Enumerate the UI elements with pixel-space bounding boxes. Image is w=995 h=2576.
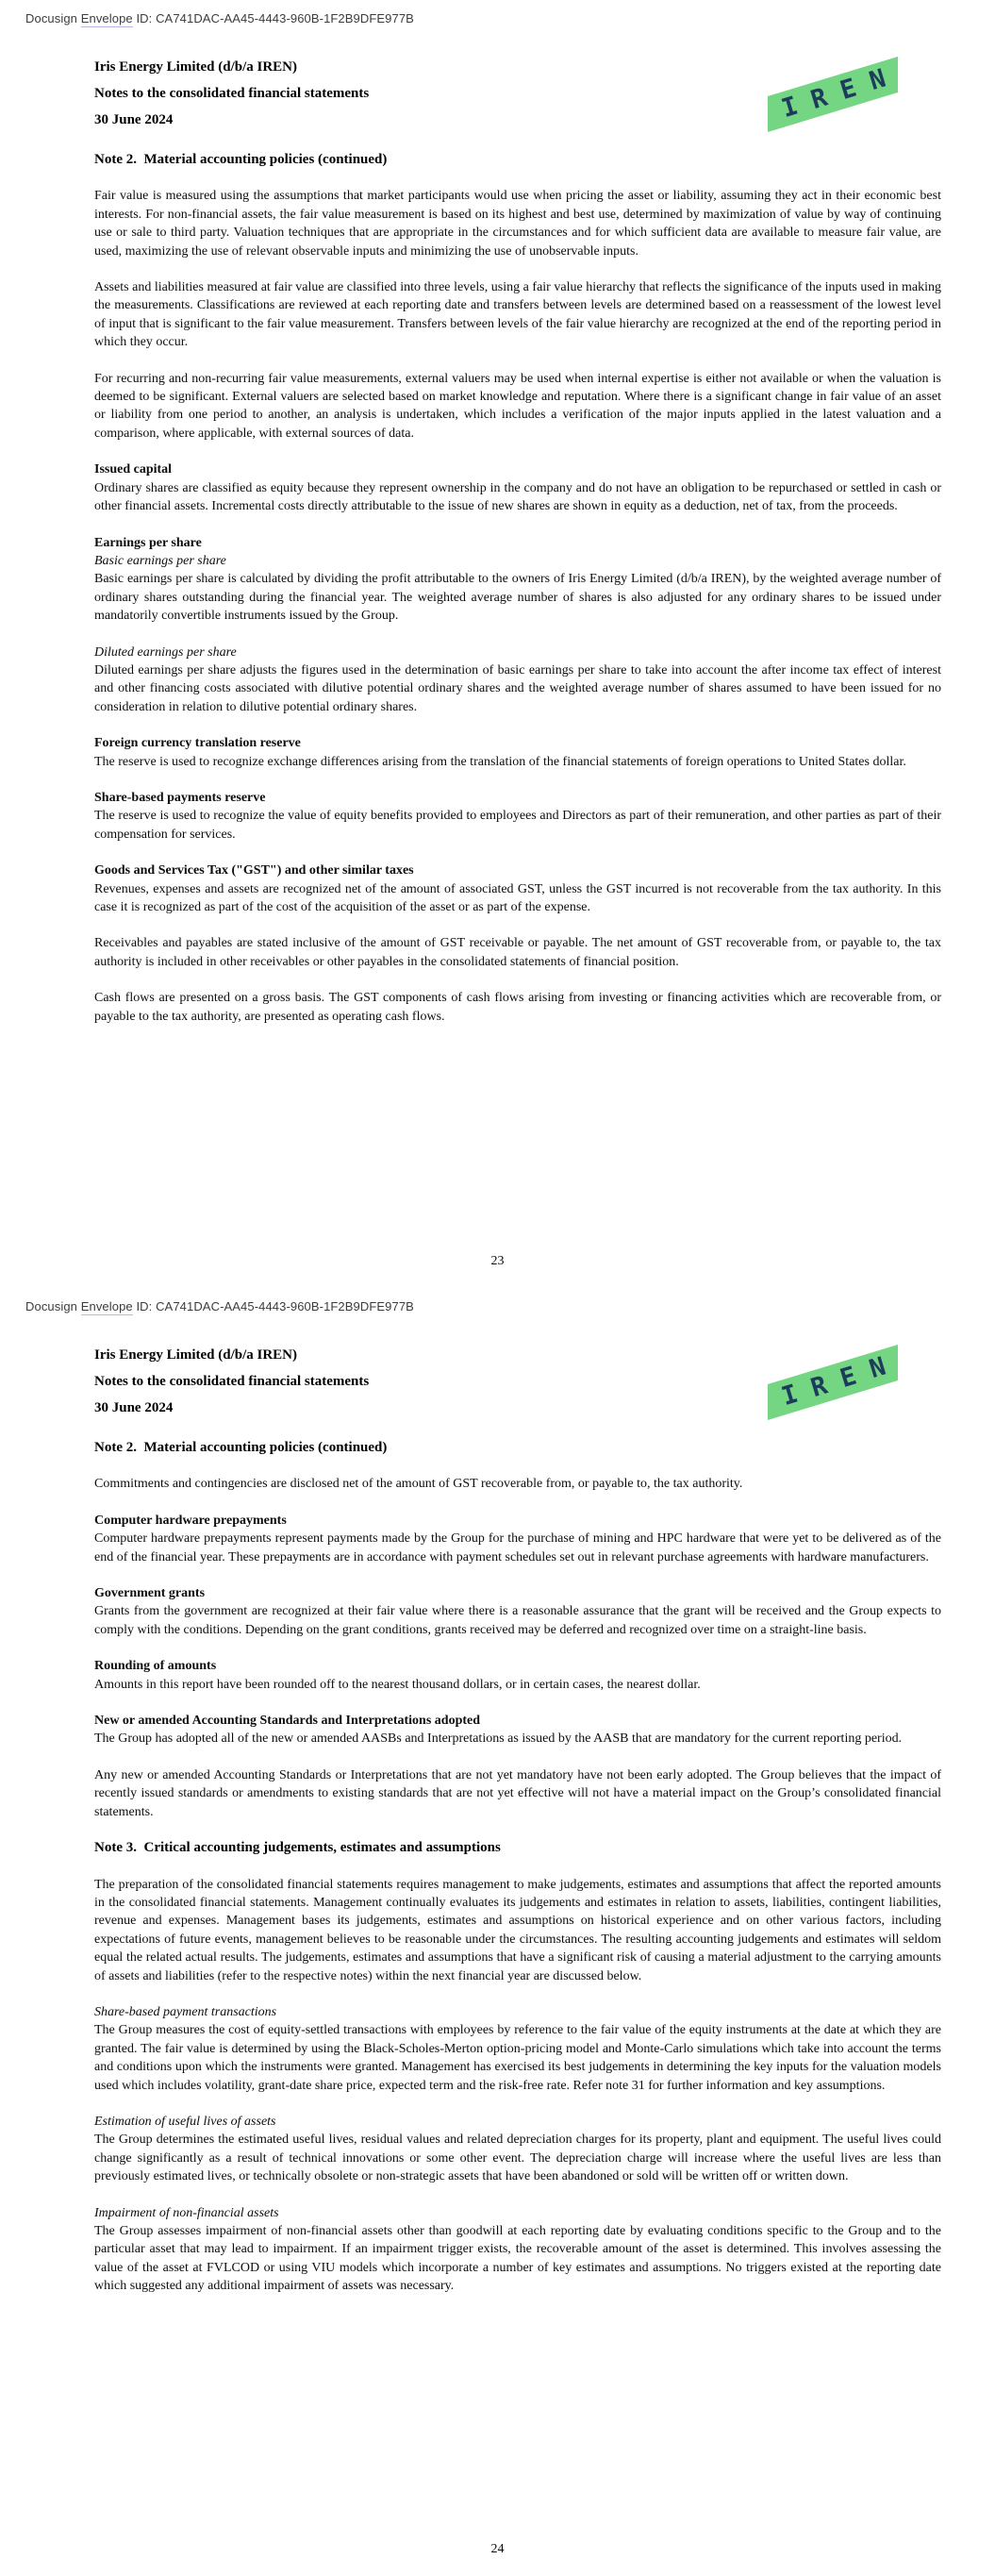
notes-title: Notes to the consolidated financial statements — [94, 86, 370, 101]
envelope-id-text: ID: CA741DAC-AA45-4443-960B-1F2B9DFE977B — [132, 1299, 414, 1313]
note-heading: Note 3. Critical accounting judgements, estimates and assumptions — [94, 1840, 501, 1856]
paragraph: The Group assesses impairment of non-financial assets other than goodwill at each reporting date by evaluating conditions specific to the Group and to the particular asset that may lead to impairment. If an impairment trigger exists, the recoverable amount of the asset is determined. This involves assessing the value of the asset at FVLCOD or using VIU models which incorporate a number of key estimates and assumptions. No triggers existed at the reporting date which suggested any additional impairment of assets was necessary. — [94, 2224, 941, 2294]
paragraph: The reserve is used to recognize exchange differences arising from the translation of the financial statements of foreign operations to United States dollar. — [94, 754, 906, 769]
docusign-envelope-line — [0, 0, 995, 25]
paragraph: Amounts in this report have been rounded off to the nearest thousand dollars, or in certain cases, the nearest dollar. — [94, 1677, 701, 1692]
paragraph: The preparation of the consolidated financial statements requires management to make judgements, estimates and assumptions that affect the reported amounts in the consolidated financial statements. Management continually evaluates its judgements and estimates in relation to assets, liabilities, contingent liabilities, revenue and expenses. Management bases its judgements, estimates and assumptions on historical experience and on other various factors, including expectations of future events, management believes to be reasonable under the circumstances. The resulting accounting judgements and estimates will seldom equal the related actual results. The judgements, estimates and assumptions that have a significant risk of causing a material adjustment to the carrying amounts of assets and liabilities (refer to the respective notes) within the next financial year are discussed below. — [94, 1877, 941, 1983]
section-heading: Computer hardware prepayments — [94, 1513, 287, 1528]
page-number: 23 — [490, 1254, 505, 1268]
paragraph: The reserve is used to recognize the value of equity benefits provided to employees and Directors as part of their remuneration, and other parties as part of their compensation for services. — [94, 809, 941, 842]
section-heading: New or amended Accounting Standards and Interpretations adopted — [94, 1714, 481, 1729]
paragraph: Revenues, expenses and assets are recognized net of the amount of associated GST, unless the GST incurred is not recoverable from the tax authority. In this case it is recognized as part of the cost of the acquisition of the asset or as part of the expense. — [94, 881, 941, 914]
report-date: 30 June 2024 — [94, 112, 174, 127]
paragraph: Ordinary shares are classified as equity because they represent ownership in the company and do not have an obligation to be repurchased or settled in cash or other financial assets. Incremental costs directly attributable to the issue of new shares are shown in equity as a deduction, net of tax, from the proceeds. — [94, 480, 941, 514]
paragraph: Receivables and payables are stated inclusive of the amount of GST receivable or payable. The net amount of GST recoverable from, or payable to, the tax authority is included in other receivables or other payables in the consolidated statements of financial position. — [94, 936, 941, 969]
docusign-envelope-line — [0, 1288, 995, 1313]
envelope-prefix: Docusign — [25, 11, 81, 25]
paragraph: The Group has adopted all of the new or amended AASBs and Interpretations as issued by the AASB that are mandatory for the current reporting period. — [94, 1731, 903, 1747]
paragraph: Any new or amended Accounting Standards or Interpretations that are not yet mandatory have not been early adopted. The Group believes that the impact of recently issued standards or amendments to existing standards that are not yet effective will not have a material impact on the Group’s consolidated financial statements. — [94, 1767, 941, 1819]
iren-logo-letter-r: R — [807, 82, 831, 116]
iren-logo-letter-n: N — [866, 63, 889, 97]
section-heading: Goods and Services Tax ("GST") and other similar taxes — [94, 863, 414, 878]
envelope-underlined-word: Envelope — [80, 11, 133, 25]
note-heading: Note 2. Material accounting policies (continued) — [94, 1440, 388, 1455]
paragraph: Diluted earnings per share adjusts the figures used in the determination of basic earnings per share to take into account the after income tax effect of interest and other financing costs associated with dilutive potential ordinary shares and the weighted average number of shares assumed to have been issued for no consideration in relation to dilutive potential ordinary shares. — [94, 662, 941, 714]
paragraph: Assets and liabilities measured at fair value are classified into three levels, using a fair value hierarchy that reflects the significance of the inputs used in making the measurements. Classifications are reviewed at each reporting date and transfers between levels are determined based on a reassessment of the lowest level of input that is significant to the fair value measurement. Transfers between levels of the fair value hierarchy are recognized at the end of the reporting period in which they occur. — [94, 280, 941, 350]
paragraph: The Group measures the cost of equity-settled transactions with employees by reference to the fair value of the equity instruments at the date at which they are granted. The fair value is determined by using the Black-Scholes-Merton option-pricing model and Monte-Carlo simulations which take into account the terms and conditions upon which the instruments were granted. Management has exercised its best judgements in determining the key inputs for the valuation models used which includes volatility, grant-date share price, expected term and the risk-free rate. Refer note 31 for further information and key assumptions. — [94, 2023, 941, 2093]
notes-title: Notes to the consolidated financial statements — [94, 1374, 370, 1389]
paragraph: Basic earnings per share is calculated by dividing the profit attributable to the owners of Iris Energy Limited (d/b/a IREN), by the weighted average number of ordinary shares outstanding during the financial year. The weighted average number of shares is also adjusted for any ordinary shares to be issued under mandatorily convertible instruments issued by the Group. — [94, 572, 941, 624]
paragraph: Cash flows are presented on a gross basis. The GST components of cash flows arising from investing or financing activities which are recoverable from, or payable to the tax authority, are presented as operating cash flows. — [94, 991, 941, 1024]
iren-logo — [760, 1330, 902, 1420]
paragraph: The Group determines the estimated useful lives, residual values and related depreciation charges for its property, plant and equipment. The useful lives could change significantly as a result of technical innovations or some other event. The depreciation charge will increase where the useful lives are less than previously estimated lives, or technically obsolete or non-strategic assets that have been abandoned or sold will be written off or written down. — [94, 2133, 941, 2184]
sub-heading-italic: Estimation of useful lives of assets — [94, 2114, 276, 2129]
iren-logo — [760, 42, 902, 132]
sub-heading-italic: Impairment of non-financial assets — [94, 2205, 279, 2220]
paragraph: Grants from the government are recognized at their fair value where there is a reasonable assurance that the grant will be received and the Group expects to comply with the conditions. Depending on the grant conditions, grants received may be deferred and recognized over time on a straight-line basis. — [94, 1604, 941, 1637]
section-heading: Foreign currency translation reserve — [94, 736, 301, 751]
section-heading: Earnings per share — [94, 535, 202, 550]
page-number: 24 — [490, 2542, 505, 2556]
paragraph: For recurring and non-recurring fair value measurements, external valuers may be used when internal expertise is either not available or when the valuation is deemed to be significant. External valuers are selected based on market knowledge and reputation. Where there is a significant change in fair value of an asset or liability from one period to another, an analysis is undertaken, which includes a verification of the major inputs applied in the latest valuation and a comparison, where applicable, with external sources of data. — [94, 371, 941, 441]
paragraph: Fair value is measured using the assumptions that market participants would use when pricing the asset or liability, assuming they act in their economic best interests. For non-financial assets, the fair value measurement is based on its highest and best use, determined by maximization of value by way of continuing use or sale to third party. Valuation techniques that are appropriate in the circumstances and for which sufficient data are available to measure fair value, are used, maximizing the use of relevant observable inputs and minimizing the use of unobservable inputs. — [94, 189, 941, 259]
iren-logo-letter-e: E — [837, 1361, 860, 1395]
envelope-id-text: ID: CA741DAC-AA45-4443-960B-1F2B9DFE977B — [132, 11, 414, 25]
section-heading: Issued capital — [94, 462, 173, 477]
paragraph: Computer hardware prepayments represent payments made by the Group for the purchase of mining and HPC hardware that were yet to be delivered as of the end of the financial year. These prepayments are in accordance with payment schedules set out in relevant purchase agreements with hardware manufacturers. — [94, 1531, 941, 1564]
section-heading: Government grants — [94, 1586, 206, 1601]
iren-logo-letter-i: I — [778, 91, 802, 125]
envelope-underlined-word: Envelope — [80, 1299, 133, 1313]
document-page-2 — [0, 1288, 995, 2576]
sub-heading-italic: Share-based payment transactions — [94, 2004, 277, 2019]
iren-logo-letter-r: R — [807, 1370, 831, 1404]
paragraph: Commitments and contingencies are disclosed net of the amount of GST recoverable from, or payable to, the tax authority. — [94, 1477, 743, 1492]
sub-heading-italic: Basic earnings per share — [94, 553, 226, 568]
iren-logo-letter-e: E — [837, 73, 860, 107]
note-heading: Note 2. Material accounting policies (continued) — [94, 152, 388, 167]
company-name: Iris Energy Limited (d/b/a IREN) — [94, 1347, 298, 1363]
company-name: Iris Energy Limited (d/b/a IREN) — [94, 59, 298, 75]
report-date: 30 June 2024 — [94, 1400, 174, 1415]
page-body — [94, 1439, 941, 2296]
envelope-prefix: Docusign — [25, 1299, 81, 1313]
section-heading: Share-based payments reserve — [94, 790, 266, 805]
sub-heading-italic: Diluted earnings per share — [94, 644, 237, 660]
section-heading: Rounding of amounts — [94, 1659, 217, 1674]
iren-logo-letter-n: N — [866, 1351, 889, 1385]
iren-logo-letter-i: I — [778, 1379, 802, 1413]
page-body — [94, 151, 941, 1026]
